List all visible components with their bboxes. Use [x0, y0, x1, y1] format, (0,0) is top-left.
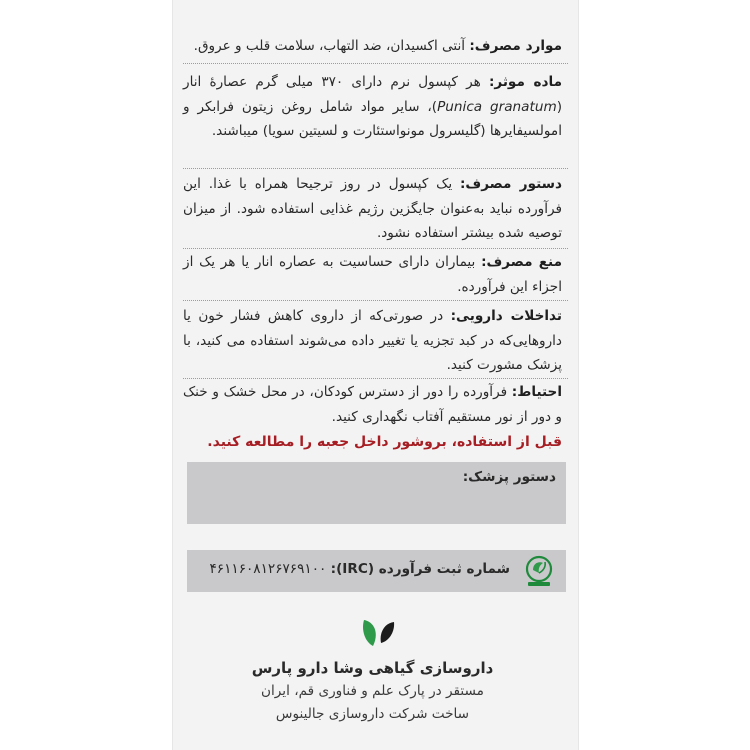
divider — [183, 378, 568, 379]
usage-section — [183, 34, 562, 59]
caution-section — [183, 380, 562, 429]
interactions-text: در صورتی‌که از داروی کاهش فشار خون یا داروهایی‌که در کبد تجزیه یا تغییر داده می‌شوند استفاده می کنید، با پزشک مشورت کنید. — [183, 308, 562, 373]
company-block — [183, 656, 562, 726]
ingredients-text-1: هر کپسول نرم دارای ۳۷۰ میلی گرم عصارهٔ انار ( — [183, 74, 562, 115]
dosage-section — [183, 172, 562, 246]
contraindications-label: منع مصرف: — [481, 254, 562, 270]
registration-line — [209, 561, 510, 577]
caution-label: احتیاط: — [511, 384, 562, 400]
ingredients-text-2: )، سایر مواد شامل روغن زیتون فرابکر و امولسیفایرها (گلیسرول مونواستئارت و لسیتین سویا) میباشند. — [183, 98, 562, 139]
registration-box — [187, 550, 566, 592]
interactions-section — [183, 304, 562, 378]
dosage-text: یک کپسول در روز ترجیحا همراه با غذا. این فرآورده نباید به‌عنوان جایگزین رژیم غذایی استفاده شود. از میزان توصیه شده بیشتر استفاده نشود. — [183, 176, 562, 241]
registration-label: شماره ثبت فرآورده (IRC): — [330, 561, 510, 577]
usage-text: آنتی اکسیدان، ضد التهاب، سلامت قلب و عروق. — [193, 38, 470, 54]
prescription-box — [187, 462, 566, 524]
ingredients-section — [183, 70, 562, 144]
divider — [183, 63, 568, 64]
divider — [183, 248, 568, 249]
dosage-label: دستور مصرف: — [459, 176, 562, 192]
irc-logo-icon — [522, 554, 556, 588]
contraindications-text: بیماران دارای حساسیت به عصاره انار یا هر یک از اجزاء این فرآورده. — [183, 254, 562, 295]
package-side-panel — [172, 0, 579, 750]
registration-number: ۴۶۱۱۶۰۸۱۲۶۷۶۹۱۰۰ — [209, 561, 327, 577]
ingredients-label: ماده موثر: — [488, 74, 562, 90]
interactions-label: تداخلات دارویی: — [450, 308, 562, 324]
divider — [183, 300, 568, 301]
caution-text: فرآورده را دور از دسترس کودکان، در محل خشک و خنک و دور از نور مستقیم آفتاب نگهداری کنید. — [183, 384, 562, 425]
company-name: داروسازی گیاهی وشا دارو پارس — [251, 659, 494, 677]
company-maker: ساخت شرکت داروسازی جالینوس — [275, 706, 470, 722]
brand-leaf-logo-icon — [359, 616, 399, 652]
prescription-label: دستور پزشک: — [462, 469, 556, 485]
contraindications-section — [183, 250, 562, 299]
read-leaflet-warning: قبل از استفاده، بروشور داخل جعبه را مطالعه کنید. — [207, 434, 562, 450]
usage-label: موارد مصرف: — [469, 38, 562, 54]
company-location: مستقر در پارک علم و فناوری قم، ایران — [261, 683, 484, 699]
ingredients-latin-name: Punica granatum — [437, 98, 557, 115]
divider — [183, 168, 568, 169]
